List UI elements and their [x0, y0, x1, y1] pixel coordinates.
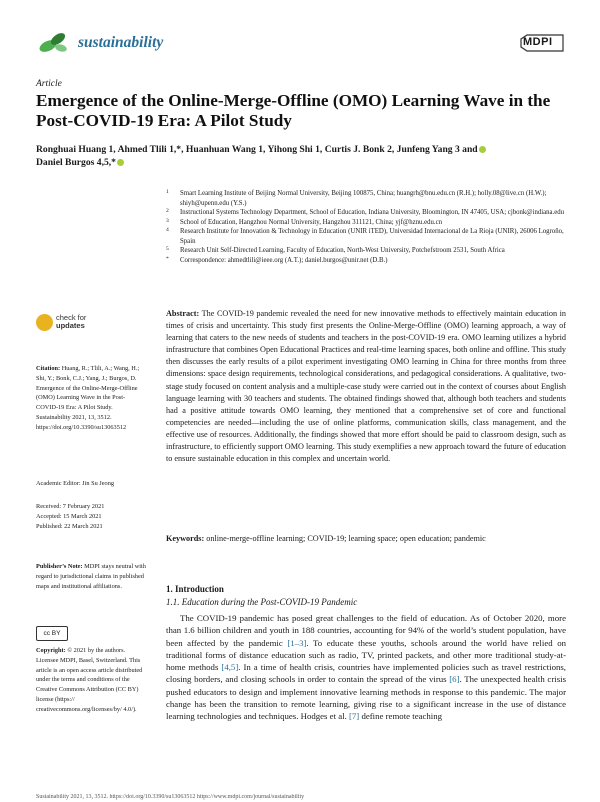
cc-by-license-icon[interactable]: cc BY — [36, 626, 68, 641]
author-list — [36, 143, 566, 169]
orcid-icon[interactable] — [479, 146, 486, 153]
check-for-updates-link[interactable]: check for updates — [56, 313, 87, 330]
authors-line-2: Daniel Burgos 4,5,* — [36, 157, 116, 168]
keywords — [166, 533, 566, 545]
article-type: Article — [36, 79, 62, 89]
copyright-label: Copyright: — [36, 647, 66, 654]
keywords-label: Keywords: — [166, 534, 205, 543]
section-heading: 1. Introduction — [166, 584, 224, 594]
published-date: Published: 22 March 2021 — [36, 522, 103, 530]
orcid-icon[interactable] — [117, 159, 124, 166]
academic-editor: Academic Editor: Jin Su Jeong — [36, 480, 114, 487]
publisher-note: Publisher’s Note: MDPI stays neutral with regard to jurisdictional claims in published maps and institutional affiliations. — [36, 563, 146, 590]
journal-leaf-icon — [34, 28, 74, 58]
citation-label: Citation: — [36, 365, 61, 372]
abstract-label: Abstract: — [166, 309, 200, 318]
body-paragraph: The COVID-19 pandemic has posed great challenges to the field of education. As of October 2020, more than 1.6 billion children and youth in 188 countries, accounting for 94% of the world’s student population, have been affected by the pandemic [1–3]. To educate these youths, schools around the world have relied on traditional forms of distance education such as radio, TV, printed packets, and other more traditional study-at-home methods [4,5]. In a time of health crisis, countries have implemented policies such as travel restrictions, closing borders, and closing schools in order to contain the spread of the virus [6]. The unexpected health crisis pushed educators to design and implement innovative learning methods in response to this pandemic. The major change has been the transition to remote learning, giving rise to a significant increase in the use of distance learning technologies and techniques. Hodges et al. [7] define remote teaching — [166, 613, 566, 722]
publisher-name: MDPI — [523, 36, 553, 48]
page-footer: Sustainability 2021, 13, 3512. https://doi.org/10.3390/su13063512 https://www.mdpi.com/journal/sustainability — [36, 794, 305, 800]
citation-block — [36, 364, 146, 433]
affiliation-item: 5 Research Unit Self-Directed Learning, Faculty of Education, North-West University, Potchefstroom 2531, South Africa — [166, 246, 505, 254]
publication-dates — [36, 502, 146, 531]
article-title: Emergence of the Online-Merge-Offline (OMO) Learning Wave in the Post-COVID-19 Era: A Pilot Study — [36, 91, 551, 130]
affiliations — [166, 189, 566, 265]
citation-link[interactable]: [1–3] — [287, 637, 307, 648]
affiliation-item: 4 Research Institute for Innovation & Technology in Education (UNIR iTED), Universidad Internacional de La Rioja (UNIR), 26006 Logroño, Spain — [166, 227, 564, 245]
keywords-text: online-merge-offline learning; COVID-19; learning space; open education; pandemic — [206, 534, 486, 543]
journal-name: sustainability — [78, 34, 164, 51]
subsection-heading: 1.1. Education during the Post-COVID-19 Pandemic — [166, 597, 358, 607]
affiliation-item: 2 Instructional Systems Technology Department, School of Education, Indiana University, Bloomington, IN 47405, USA; cjbonk@indiana.edu — [166, 208, 565, 216]
check-updates-icon[interactable] — [36, 314, 53, 331]
abstract — [166, 308, 566, 465]
abstract-text: The COVID-19 pandemic revealed the need for new innovative methods to effectively maintain education in times of crisis and uncertainty. This study first presents the Online-Merge-Offline (OMO) learning approach, a way of learning that caters to the new needs of students and teachers in the post-COVID-19 era. OMO learning utilizes a hybrid infrastructure that combines Open Educational Practices and real-time learning spaces, both online and offline. This study then discusses the early results of a pilot experiment investigating OMO learning in China for three months from three dimensions: space design requirements, technological considerations, and pedagogical considerations. A qualitative, two-stage study focused on content analysis and a multiple-case study were carried out in the context of courses about English language learning with 30 teachers and students. The obtained findings showed that, although both teachers and students had a positive attitude towards OMO learning, they mentioned that a comprehensive set of core and functional competencies are needed—including the use of online platforms, communication skills, class management, and the effective use of resources. Additionally, the findings showed that more effort should be paid to classroom design, such as infrastructure, to efficiently support OMO learning. This study exemplifies a new approach toward the future of education to ensure sustainable education in this complex and uncertain world. — [166, 309, 567, 464]
copyright-block: Copyright: © 2021 by the authors. Licensee MDPI, Basel, Switzerland. This article is an open access article distributed under the terms and conditions of the Creative Commons Attribution (CC BY) license (https:// creativecommons.org/licenses/by/ 4.0/). — [36, 647, 143, 713]
affiliation-item: 1 Smart Learning Institute of Beijing Normal University, Beijing 100875, China; huangrh@bnu.edu.cn (R.H.); holly.08@live.cn (H.W.); shiyh@upenn.edu (Y.S.) — [166, 189, 547, 207]
citation-text: Huang, R.; Tlili, A.; Wang, H.; Shi, Y.; Bonk, C.J.; Yang, J.; Burgos, D. Emergence of the Online-Merge-Offline (OMO) Learning Wave in the Post-COVID-19 Era: A Pilot Study. Sustainability 2021, 13, 3512. https://doi.org/10.3390/su13063512 — [36, 365, 140, 431]
received-date: Received: 7 February 2021 — [36, 503, 105, 510]
citation-link[interactable]: [6] — [449, 674, 460, 685]
citation-link[interactable]: [4,5] — [221, 662, 239, 673]
publisher-note-label: Publisher’s Note: — [36, 563, 83, 570]
accepted-date: Accepted: 15 March 2021 — [36, 512, 102, 520]
authors-line-1: Ronghuai Huang 1, Ahmed Tlili 1,*, Huanhuan Wang 1, Yihong Shi 1, Curtis J. Bonk 2, Junfeng Yang 3 and — [36, 144, 478, 155]
correspondence: * Correspondence: ahmedtlili@ieee.org (A.T.); daniel.burgos@unir.net (D.B.) — [166, 255, 388, 264]
affiliation-item: 3 School of Education, Hangzhou Normal University, Hangzhou 311121, China; yjf@hznu.edu.cn — [166, 217, 443, 226]
citation-link[interactable]: [7] — [348, 711, 360, 722]
